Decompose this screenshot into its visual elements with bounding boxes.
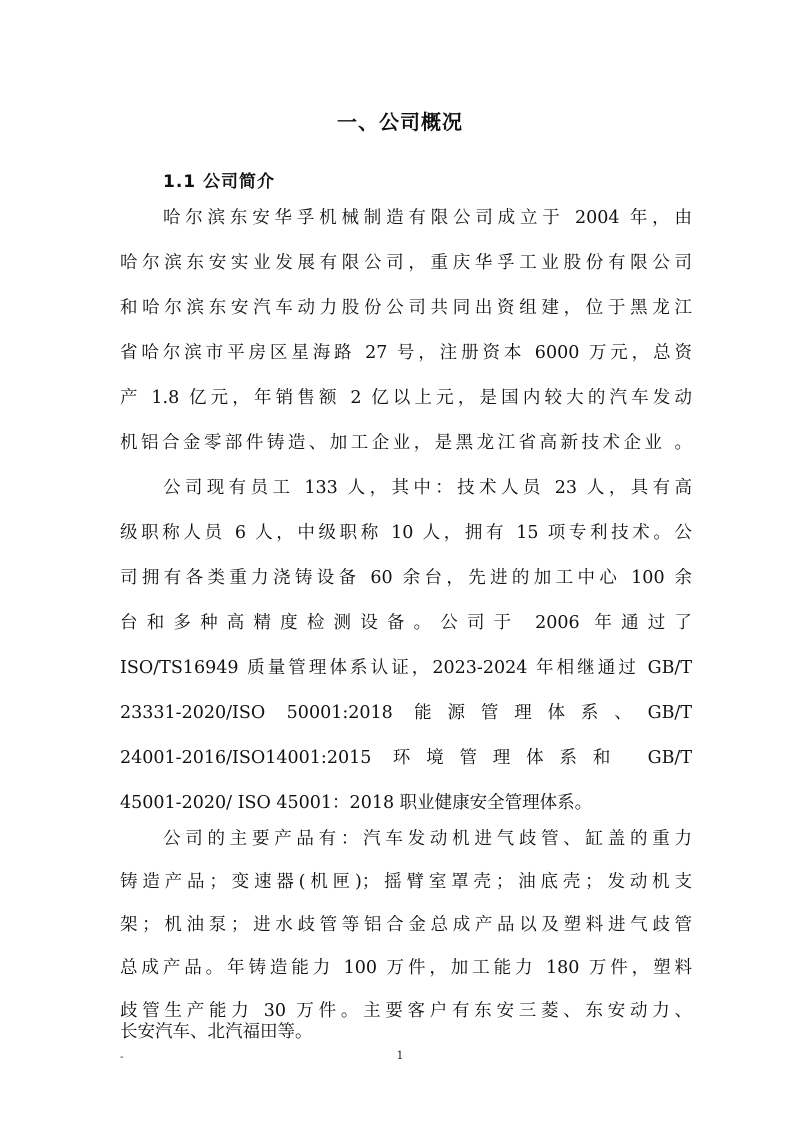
paragraph-2-line: 24001-2016/ISO14001:2015 环境管理体系和 GB/T: [120, 748, 692, 768]
paragraph-1-line: 哈尔滨东安实业发展有限公司，重庆华孚工业股份有限公司: [120, 253, 692, 273]
paragraph-2-line: 台和多种高精度检测设备。公司于 2006 年通过了: [120, 613, 692, 633]
paragraph-2-line: 公司现有员工 133 人，其中：技术人员 23 人，具有高: [163, 478, 692, 498]
paragraph-3-line: 公司的主要产品有：汽车发动机进气歧管、缸盖的重力: [163, 829, 692, 849]
paragraph-1-line: 哈尔滨东安华孚机械制造有限公司成立于 2004 年，由: [163, 208, 692, 228]
subsection-heading: 1.1 公司简介: [163, 172, 276, 192]
paragraph-2-line: 23331-2020/ISO 50001:2018 能源管理体系、GB/T: [120, 703, 692, 723]
paragraph-3-line: 歧管生产能力 30 万件。主要客户有东安三菱、东安动力、: [120, 1001, 692, 1021]
section-heading: 一、公司概况: [337, 110, 463, 134]
footer-dash: -: [120, 1050, 124, 1063]
page-number: 1: [396, 1049, 404, 1062]
paragraph-2-line: 45001-2020/ ISO 45001：2018 职业健康安全管理体系。: [120, 793, 593, 813]
paragraph-2-line: ISO/TS16949 质量管理体系认证，2023-2024 年相继通过 GB/T: [120, 658, 692, 678]
paragraph-1-line: 省哈尔滨市平房区星海路 27 号，注册资本 6000 万元，总资: [120, 343, 692, 363]
paragraph-3-line: 架；机油泵；进水歧管等铝合金总成产品以及塑料进气歧管: [120, 915, 692, 935]
paragraph-1-line: 机铝合金零部件铸造、加工企业，是黑龙江省高新技术企业 。: [120, 433, 692, 453]
paragraph-3-line: 长安汽车、北汽福田等。: [120, 1022, 313, 1042]
paragraph-1-line: 和哈尔滨东安汽车动力股份公司共同出资组建，位于黑龙江: [120, 298, 692, 318]
paragraph-3-line: 总成产品。年铸造能力 100 万件，加工能力 180 万件，塑料: [120, 958, 692, 978]
paragraph-1-line: 产 1.8 亿元，年销售额 2 亿以上元，是国内较大的汽车发动: [120, 388, 692, 408]
paragraph-3-line: 铸造产品；变速器(机匣)；摇臂室罩壳；油底壳；发动机支: [120, 872, 692, 892]
paragraph-2-line: 级职称人员 6 人，中级职称 10 人，拥有 15 项专利技术。公: [120, 523, 692, 543]
paragraph-2-line: 司拥有各类重力浇铸设备 60 余台，先进的加工中心 100 余: [120, 568, 692, 588]
